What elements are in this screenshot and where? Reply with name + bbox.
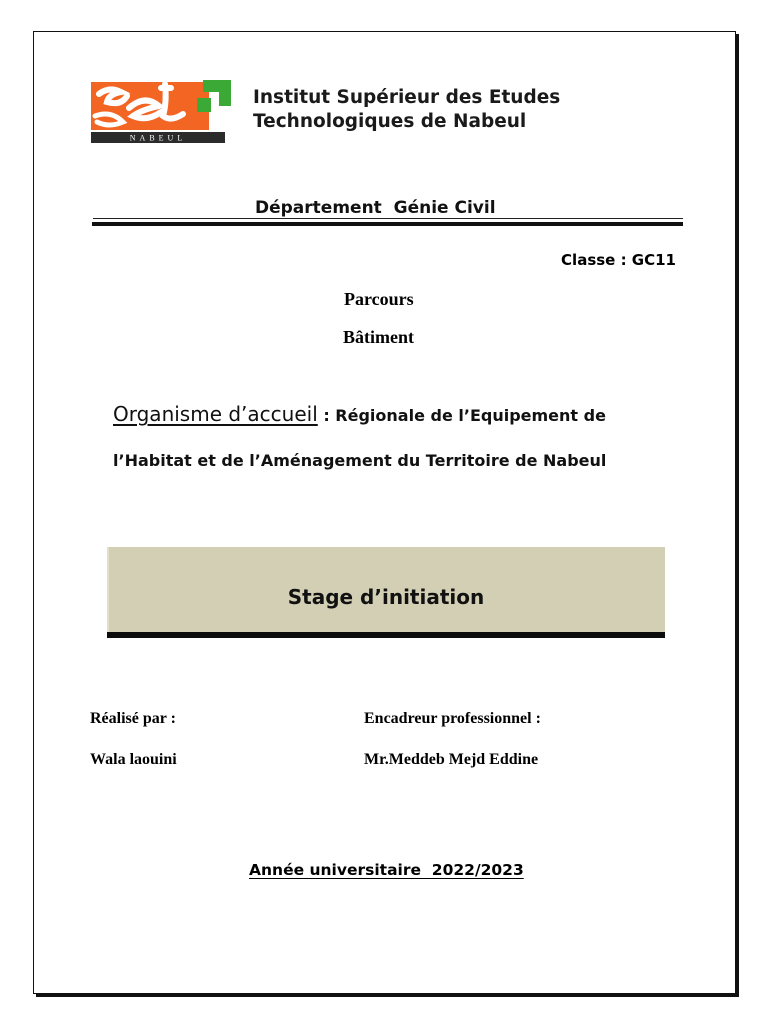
encadreur-label: Encadreur professionnel : [364,710,541,727]
classe-label: Classe : GC11 [561,251,676,269]
parcours-label: Parcours [344,289,414,309]
student-name: Wala laouini [90,751,177,768]
organisme-name-part1: : Régionale de l’Equipement de [317,406,606,425]
iset-logo [91,80,232,144]
logo-subtext: NABEUL [129,133,187,143]
realise-par-label: Réalisé par : [90,710,176,727]
header-rule-thick [92,222,683,226]
department-title: Département Génie Civil [255,198,496,218]
supervisor-name: Mr.Meddeb Mejd Eddine [364,751,539,768]
parcours-value: Bâtiment [343,327,414,347]
institute-line1: Institut Supérieur des Etudes [253,87,561,108]
page-frame [33,31,736,994]
header-rule-thin [93,218,683,219]
institute-line2: Technologiques de Nabeul [253,111,527,132]
organisme-line1 [113,402,606,426]
organisme-label: Organisme d’accueil [113,402,318,426]
academic-year: Année universitaire 2022/2023 [249,861,524,879]
organisme-name-part2: l’Habitat et de l’Aménagement du Territoire de Nabeul [113,451,607,470]
stage-title: Stage d’initiation [287,585,485,609]
stage-banner [107,547,665,638]
institute-name [253,86,560,134]
